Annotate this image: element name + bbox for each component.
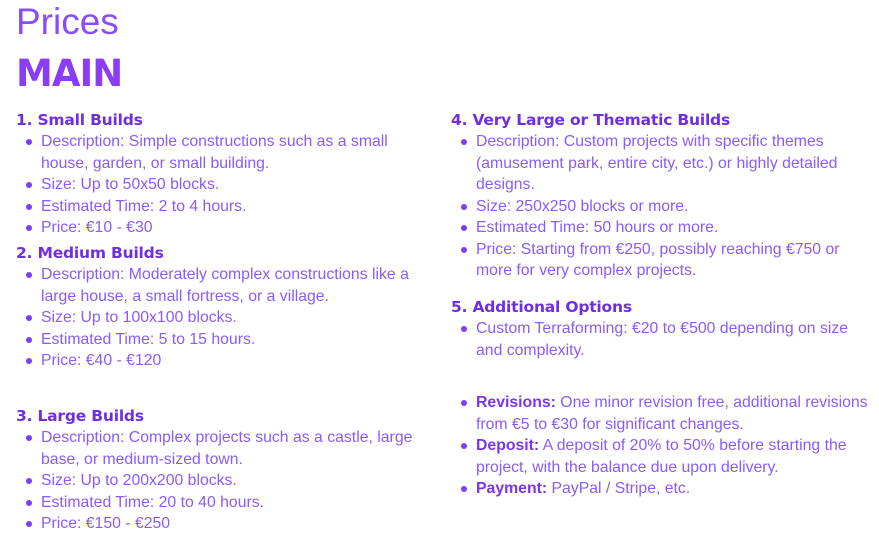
- section-list: [16, 131, 436, 239]
- section-heading: 2. Medium Builds: [16, 244, 164, 262]
- section-very-large-builds: [451, 110, 871, 282]
- terms-list: [451, 392, 871, 500]
- section-small-builds: [16, 110, 436, 239]
- section-list: [451, 318, 871, 361]
- terms-item-payment: [476, 478, 871, 500]
- section-large-builds: [16, 406, 436, 535]
- list-item: Price: €40 - €120: [41, 350, 436, 372]
- term-text: PayPal / Stripe, etc.: [547, 480, 691, 497]
- term-label: Deposit:: [476, 437, 540, 454]
- section-heading: 3. Large Builds: [16, 407, 144, 425]
- list-item: Description: Moderately complex constructions like a large house, a small fortress, or a village.: [41, 264, 436, 307]
- section-medium-builds: [16, 243, 436, 372]
- term-text: A deposit of 20% to 50% before starting the project, with the balance due upon delivery.: [476, 437, 847, 476]
- section-heading: 5. Additional Options: [451, 298, 632, 316]
- term-text: One minor revision free, additional revisions from €5 to €30 for significant changes.: [476, 394, 868, 433]
- term-label: Revisions:: [476, 394, 556, 411]
- list-item: Estimated Time: 2 to 4 hours.: [41, 196, 436, 218]
- list-item: Description: Custom projects with specific themes (amusement park, entire city, etc.) or highly detailed designs.: [476, 131, 871, 196]
- terms-item-deposit: [476, 435, 871, 478]
- list-item: Description: Complex projects such as a castle, large base, or medium-sized town.: [41, 427, 436, 470]
- page-title: Prices: [16, 1, 119, 42]
- list-item: Estimated Time: 50 hours or more.: [476, 217, 871, 239]
- list-item: Price: €150 - €250: [41, 513, 436, 535]
- section-heading: 4. Very Large or Thematic Builds: [451, 111, 730, 129]
- list-item: Estimated Time: 5 to 15 hours.: [41, 329, 436, 351]
- list-item: Price: €10 - €30: [41, 217, 436, 239]
- section-list: [16, 427, 436, 535]
- list-item: Size: 250x250 blocks or more.: [476, 196, 871, 218]
- terms-section: [451, 392, 871, 500]
- list-item: Price: Starting from €250, possibly reaching €750 or more for very complex projects.: [476, 239, 871, 282]
- list-item: Estimated Time: 20 to 40 hours.: [41, 492, 436, 514]
- terms-item-revisions: [476, 392, 871, 435]
- section-heading: 1. Small Builds: [16, 111, 143, 129]
- list-item: Size: Up to 50x50 blocks.: [41, 174, 436, 196]
- list-item: Custom Terraforming: €20 to €500 depending on size and complexity.: [476, 318, 871, 361]
- list-item: Description: Simple constructions such as a small house, garden, or small building.: [41, 131, 436, 174]
- section-list: [16, 264, 436, 372]
- list-item: Size: Up to 200x200 blocks.: [41, 470, 436, 492]
- section-list: [451, 131, 871, 282]
- term-label: Payment:: [476, 480, 548, 497]
- list-item: Size: Up to 100x100 blocks.: [41, 307, 436, 329]
- page-subtitle: MAIN: [16, 52, 123, 95]
- section-additional-options: [451, 297, 871, 361]
